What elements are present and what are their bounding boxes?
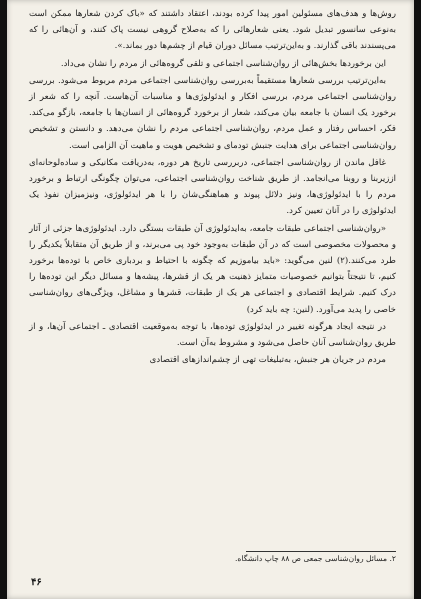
body-text — [29, 6, 396, 368]
footnote: ۲. مسائل روان‌شناسی جمعی ص ۸۸ چاپ دانشگاه. — [235, 554, 396, 563]
paragraph: «روان‌شناسی اجتماعی طبقات جامعه، به‌ایدئولوژی آن طبقات بستگی دارد. ایدئولوژی‌ها جزئی از آثار و محصولات مخصوصی است که در آن طبقات به‌وجود خود پی می‌برند، و از طریق آن متقابلاً یکدیگر را طرد می‌کنند.(۲) لنین می‌گوید: «باید بیاموزیم که چگونه با احتیاط و بردباری خاص با توده‌ها برخورد کنیم، تا نتیجتاً بتوانیم خصوصیات متمایز ذهنیت هر یک از قشرها، پیشه‌ها و مسائل دیگر این توده‌ها را درک کنیم. شرایط اقتصادی و اجتماعی هر یک از طبقات، قشرها و مشاغل، ویژگی‌های روان‌شناسی خاصی را پدید می‌آورد. (لنین: چه باید کرد) — [29, 223, 396, 315]
paragraph: غافل ماندن از روان‌شناسی اجتماعی، دربررسی تاریخ هر دوره، به‌دریافت مکانیکی و ساده‌لوحانه‌ای اززیربنا و روبنا می‌انجامد. از طریق شناخت روان‌شناسی اجتماعی، می‌توان چگونگی ارتباط و برخورد مردم را با ایدئولوژی‌ها، ونیز دلائل پیوند و هماهنگی‌شان را با هر ایدئولوژی، ونیزمیزان نفوذ یک ایدئولوژی را در آنان تعیین کرد. — [29, 157, 396, 217]
footnote-divider — [246, 551, 396, 552]
paragraph: مردم در جریان هر جنبش، به‌تبلیغات تهی از چشم‌اندازهای اقتصادی — [149, 355, 386, 366]
book-page — [7, 0, 414, 599]
paragraph: این برخوردها بخش‌هائی از روان‌شناسی اجتماعی و تلقی گروه‌هائی از مردم را نشان می‌داد. — [60, 58, 386, 69]
paragraph: روش‌ها و هدف‌های مسئولین امور پیدا کرده بودند، اعتقاد داشتند که «باک کردن شعارها ممکن است به‌نوعی سانسور تبدیل شود. یعنی شعارهائی را که به‌صلاح گروهی نیست پاک کنند، و آن‌هائی را که می‌پسندند باقی گذارند. و به‌این‌ترتیب مسائل دوران قیام از چشم‌ها دور بماند.». — [29, 9, 396, 52]
paragraph: به‌این‌ترتیب بررسی شعارها مستقیماً به‌بررسی روان‌شناسی اجتماعی مردم مربوط می‌شود. بررسی روان‌شناسی اجتماعی مردم، بررسی افکار و ایدئولوژی‌ها و مناسبات آن‌هاست. آنچه را که شعر از برخورد یک انسان با جامعه بیان می‌کند، شعار از برخورد گروه‌هائی از انسان‌ها با جامعه، بازگو می‌کند. فکر، احساس رفتار و عمل مردم، روان‌شناسی اجتماعی مردم را نشان می‌دهد. و دانستن و تشخیص روان‌شناسی اجتماعی برای هدایت جنبش تودمای و تشخیص هویت و ماهیت آن الزامی است. — [29, 75, 396, 151]
paragraph: در نتیجه ایجاد هرگونه تغییر در ایدئولوژی توده‌ها، با توجه به‌موقعیت اقتصادی ـ اجتماعی آن‌ها، و از طریق روان‌شناسی آنان حاصل می‌شود و مشروط به‌آن است. — [29, 321, 396, 349]
page-number: ۴۶ — [31, 577, 42, 588]
